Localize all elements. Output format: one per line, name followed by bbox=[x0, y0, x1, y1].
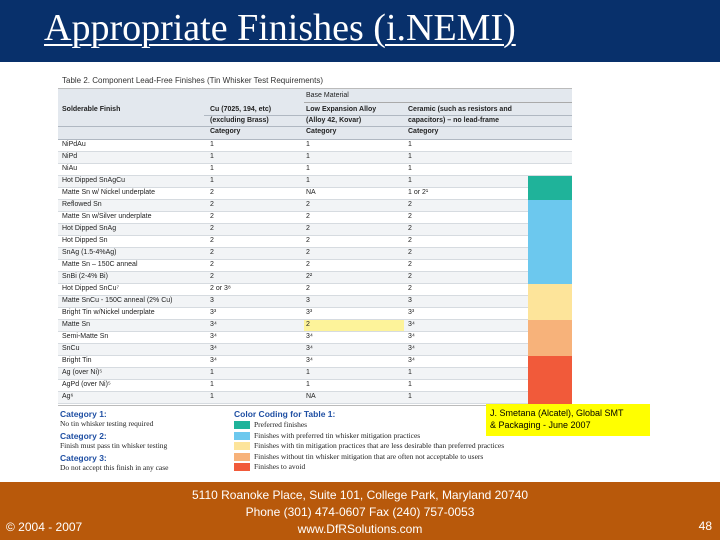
header-col2-line-3: Category bbox=[210, 128, 241, 135]
color-swatch bbox=[234, 463, 250, 471]
category-2-desc: Finish must pass tin whisker testing bbox=[60, 441, 168, 450]
category-value: 1 bbox=[408, 381, 412, 388]
finish-name: NiAu bbox=[62, 165, 78, 172]
finish-name: Matte Sn bbox=[62, 321, 91, 328]
category-value: 1 bbox=[306, 153, 310, 160]
category-value: 2 bbox=[306, 213, 310, 220]
category-value: 3⁴ bbox=[306, 333, 313, 340]
category-value: 1 bbox=[306, 177, 310, 184]
category-1-desc: No tin whisker testing required bbox=[60, 419, 154, 428]
table-caption: Table 2. Component Lead-Free Finishes (Tin Whisker Test Requirements) bbox=[62, 76, 323, 85]
color-legend-label: Finishes with tin mitigation practices that are less desirable than preferred practices bbox=[254, 441, 505, 450]
color-legend-label: Finishes without tin whisker mitigation that are often not acceptable to users bbox=[254, 451, 484, 461]
category-value: 1 bbox=[210, 369, 214, 376]
header-col3-line-2: (Alloy 42, Kovar) bbox=[306, 117, 362, 124]
finish-name: Bright Tin w/Nickel underplate bbox=[62, 309, 155, 316]
category-value: 3⁴ bbox=[306, 345, 313, 352]
finish-name: Semi-Matte Sn bbox=[62, 333, 109, 340]
category-value: 1 bbox=[408, 153, 412, 160]
finish-name: Ag (over Ni)⁵ bbox=[62, 369, 103, 376]
category-value: 3³ bbox=[408, 309, 415, 316]
category-value: 2 bbox=[210, 189, 214, 196]
category-value: 3⁴ bbox=[408, 357, 415, 364]
category-value: 1 bbox=[408, 141, 412, 148]
footer-copyright: © 2004 - 2007 bbox=[6, 520, 83, 534]
category-value: 2 bbox=[306, 261, 310, 268]
category-value: 2 bbox=[408, 225, 412, 232]
finish-name: Hot Dipped SnAgCu bbox=[62, 177, 126, 184]
category-1-head: Category 1: bbox=[60, 409, 107, 419]
finish-name: Hot Dipped Sn bbox=[62, 237, 108, 244]
category-value: 1 bbox=[306, 369, 310, 376]
category-value: 2 bbox=[210, 237, 214, 244]
category-value: 1 bbox=[210, 381, 214, 388]
color-swatch bbox=[234, 442, 250, 450]
header-rule bbox=[204, 115, 572, 116]
header-col4-line-1: Ceramic (such as resistors and bbox=[408, 106, 512, 113]
category-value: 2 bbox=[408, 201, 412, 208]
category-value: 2 bbox=[210, 213, 214, 220]
header-col3-line-1: Low Expansion Alloy bbox=[306, 106, 377, 113]
category-color-band bbox=[528, 320, 572, 356]
category-value: NA bbox=[306, 189, 316, 196]
category-value: 1 bbox=[306, 165, 310, 172]
header-col1-line-1: Solderable Finish bbox=[62, 106, 121, 113]
color-swatch bbox=[234, 421, 250, 429]
category-value: 2 bbox=[210, 249, 214, 256]
category-value: 3³ bbox=[210, 309, 217, 316]
category-value: 1 or 2¹ bbox=[408, 189, 429, 196]
color-legend-item bbox=[234, 452, 483, 462]
header-col4-line-2: capacitors) – no lead-frame bbox=[408, 117, 500, 124]
page-number: 48 bbox=[698, 519, 712, 533]
finish-name: NiPdAu bbox=[62, 141, 86, 148]
footer-address: 5110 Roanoke Place, Suite 101, College Park, Maryland 20740 bbox=[192, 488, 528, 502]
header-divider bbox=[304, 102, 572, 103]
category-value: 2 bbox=[306, 237, 310, 244]
finish-name: Hot Dipped SnCu⁷ bbox=[62, 285, 120, 292]
category-value: 3⁴ bbox=[210, 345, 217, 352]
category-value: 2 bbox=[306, 201, 310, 208]
category-value: 2 bbox=[210, 201, 214, 208]
color-legend-item bbox=[234, 462, 305, 472]
color-legend-label: Finishes with preferred tin whisker mitigation practices bbox=[254, 430, 421, 440]
category-value: 2 bbox=[408, 249, 412, 256]
category-value: 3³ bbox=[306, 309, 313, 316]
category-value: 3 bbox=[306, 297, 310, 304]
category-value: 2 bbox=[408, 261, 412, 268]
color-legend-label: Finishes to avoid bbox=[254, 462, 306, 471]
category-value: 3⁴ bbox=[408, 345, 415, 352]
base-material-label: Base Material bbox=[306, 92, 349, 99]
category-value: 1 bbox=[306, 381, 310, 388]
category-value: 3 bbox=[210, 297, 214, 304]
slide-title: Appropriate Finishes (i.NEMI) bbox=[44, 7, 516, 49]
category-value: 1 bbox=[210, 165, 214, 172]
source-credit bbox=[486, 404, 650, 436]
category-value: 2 bbox=[210, 261, 214, 268]
category-value: 3⁴ bbox=[408, 333, 415, 340]
color-legend-label: Preferred finishes bbox=[254, 420, 308, 429]
category-value: 1 bbox=[408, 393, 412, 400]
category-value: 3⁴ bbox=[210, 333, 217, 340]
category-value: 1 bbox=[210, 393, 214, 400]
finish-name: SnAg (1.5-4%Ag) bbox=[62, 249, 117, 256]
finish-name: Matte SnCu - 150C anneal (2% Cu) bbox=[62, 297, 173, 304]
category-value: 1 bbox=[210, 141, 214, 148]
color-swatch bbox=[234, 432, 250, 440]
credit-line-1: J. Smetana (Alcatel), Global SMT bbox=[490, 408, 624, 418]
header-col2-line-1: Cu (7025, 194, etc) bbox=[210, 106, 272, 113]
category-color-band bbox=[528, 356, 572, 404]
category-value: 2² bbox=[306, 273, 313, 280]
category-value: 1 bbox=[210, 153, 214, 160]
category-value: 2 bbox=[210, 225, 214, 232]
category-value: 1 bbox=[210, 177, 214, 184]
category-value: 2 bbox=[408, 285, 412, 292]
finish-name: NiPd bbox=[62, 153, 78, 160]
footer-web: www.DfRSolutions.com bbox=[297, 522, 423, 536]
footer bbox=[0, 482, 720, 540]
title-bar bbox=[0, 0, 720, 62]
category-value: NA bbox=[306, 393, 316, 400]
finish-name: Matte Sn w/Silver underplate bbox=[62, 213, 152, 220]
color-legend-item bbox=[234, 420, 307, 430]
color-coding-title: Color Coding for Table 1: bbox=[234, 409, 336, 419]
finish-name: AgPd (over Ni)⁵ bbox=[62, 381, 111, 388]
header-col4-line-3: Category bbox=[408, 128, 439, 135]
category-value: 2 bbox=[306, 285, 310, 292]
category-value: 2 bbox=[408, 273, 412, 280]
finish-name: Hot Dipped SnAg bbox=[62, 225, 117, 232]
category-value: 2 or 3⁸ bbox=[210, 285, 231, 292]
color-legend-item bbox=[234, 441, 504, 451]
finish-name: Ag⁶ bbox=[62, 393, 74, 400]
category-value: 1 bbox=[306, 141, 310, 148]
category-value: 2 bbox=[210, 273, 214, 280]
category-color-band bbox=[528, 284, 572, 320]
category-value: 1 bbox=[408, 165, 412, 172]
category-value: 3 bbox=[408, 297, 412, 304]
category-value: 1 bbox=[408, 369, 412, 376]
footer-phone: Phone (301) 474-0607 Fax (240) 757-0053 bbox=[245, 505, 475, 519]
category-color-band bbox=[528, 200, 572, 284]
header-col3-line-3: Category bbox=[306, 128, 337, 135]
category-value: 2 bbox=[408, 237, 412, 244]
credit-line-2: & Packaging - June 2007 bbox=[490, 420, 591, 430]
finish-name: SnBi (2-4% Bi) bbox=[62, 273, 108, 280]
category-value: 2 bbox=[408, 213, 412, 220]
category-value: 2 bbox=[306, 225, 310, 232]
finish-name: Reflowed Sn bbox=[62, 201, 102, 208]
finish-name: SnCu bbox=[62, 345, 80, 352]
category-value: 3⁴ bbox=[408, 321, 415, 328]
finish-name: Bright Tin bbox=[62, 357, 92, 364]
category-value: 3⁴ bbox=[306, 357, 313, 364]
category-value: 1 bbox=[408, 177, 412, 184]
category-value: 3⁴ bbox=[210, 321, 217, 328]
category-3-desc: Do not accept this finish in any case bbox=[60, 463, 169, 472]
header-rule bbox=[58, 126, 572, 127]
category-value: 2 bbox=[306, 321, 310, 328]
color-legend-item bbox=[234, 431, 420, 441]
header-col2-line-2: (excluding Brass) bbox=[210, 117, 269, 124]
category-3-head: Category 3: bbox=[60, 453, 107, 463]
category-value: 3⁴ bbox=[210, 357, 217, 364]
finish-name: Matte Sn w/ Nickel underplate bbox=[62, 189, 155, 196]
category-2-head: Category 2: bbox=[60, 431, 107, 441]
category-value: 2 bbox=[306, 249, 310, 256]
color-swatch bbox=[234, 453, 250, 461]
finish-name: Matte Sn – 150C anneal bbox=[62, 261, 138, 268]
